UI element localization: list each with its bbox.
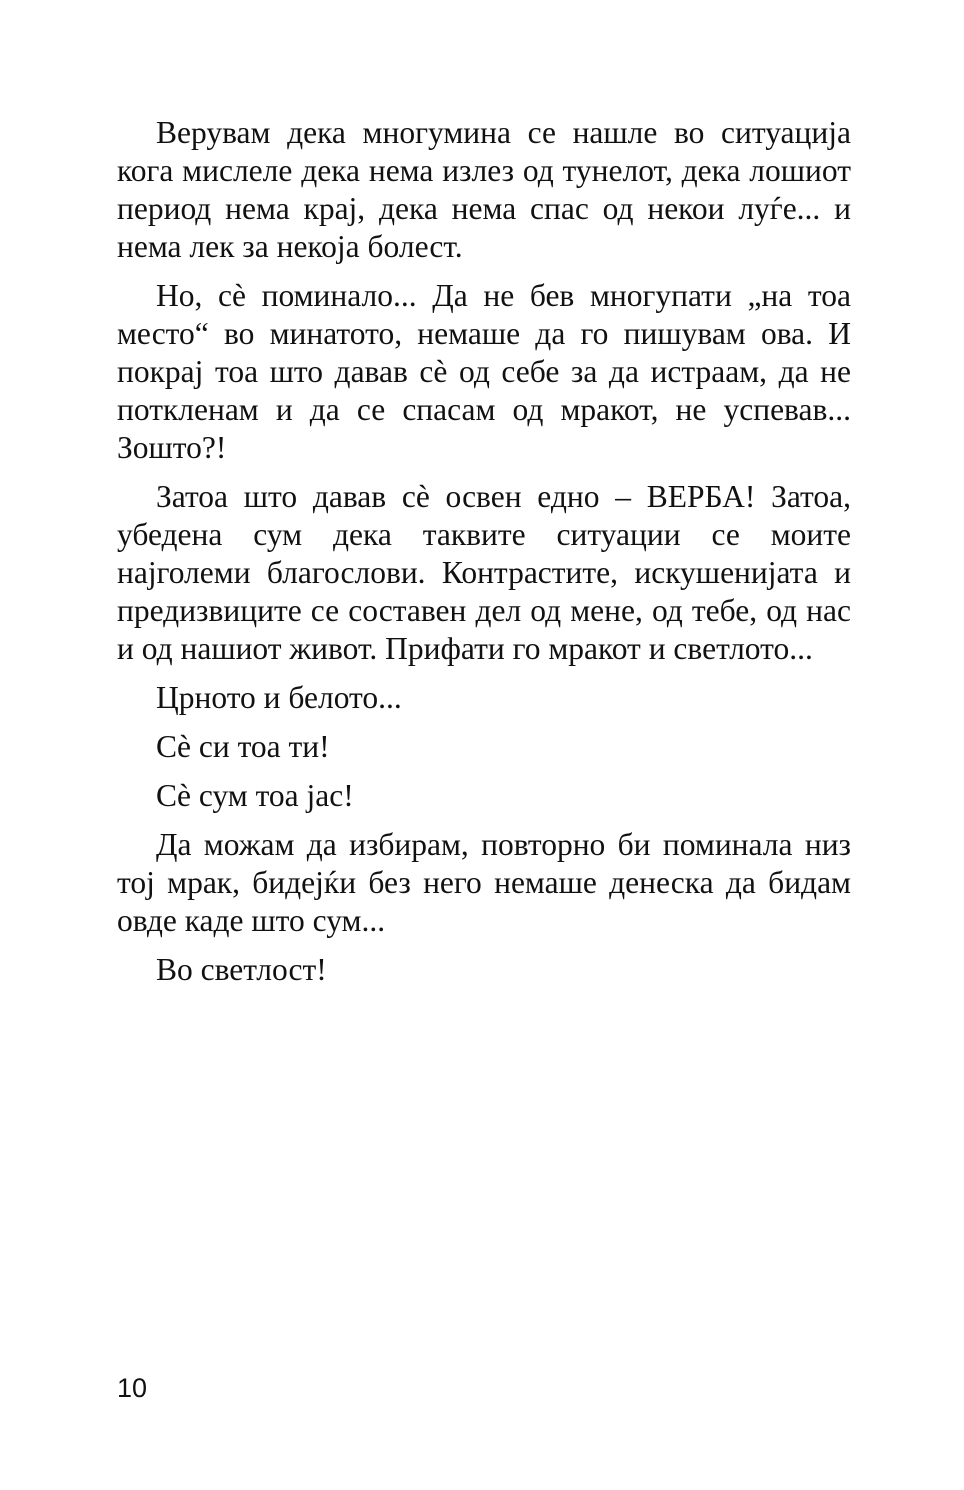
page-number: 10 [117, 1373, 148, 1403]
paragraph-1: Верувам дека многумина се нашле во ситуација кога мислеле дека нема излез од тунелот, дека лошиот период нема крај, дека нема спас од некои луѓе... и нема лек за некоја болест. [117, 115, 851, 264]
paragraph-4: Црното и белото... [156, 680, 402, 715]
paragraph-7: Да можам да избирам, повторно би поминала низ тој мрак, бидејќи без него немаше денеска да бидам овде каде што сум... [117, 827, 851, 938]
paragraph-2: Но, сѐ поминало... Да не бев многупати „на тоа место“ во минатото, немаше да го пишувам ова. И покрај тоа што давав сѐ од себе за да истраам, да не поткленам и да се спасам од мракот, не успевав... Зошто?! [117, 278, 851, 465]
paragraph-5: Сѐ си тоа ти! [156, 729, 330, 764]
paragraph-6: Сѐ сум тоа јас! [156, 778, 354, 813]
paragraph-3: Затоа што давав сѐ освен едно – ВЕРБА! Затоа, убедена сум дека таквите ситуации се моите најголеми благослови. Контрастите, искушенијата и предизвиците се составен дел од мене, од тебе, од нас и од нашиот живот. Прифати го мракот и светлото... [117, 479, 851, 666]
paragraph-8: Во светлост! [156, 952, 327, 987]
body-text [117, 114, 851, 1000]
